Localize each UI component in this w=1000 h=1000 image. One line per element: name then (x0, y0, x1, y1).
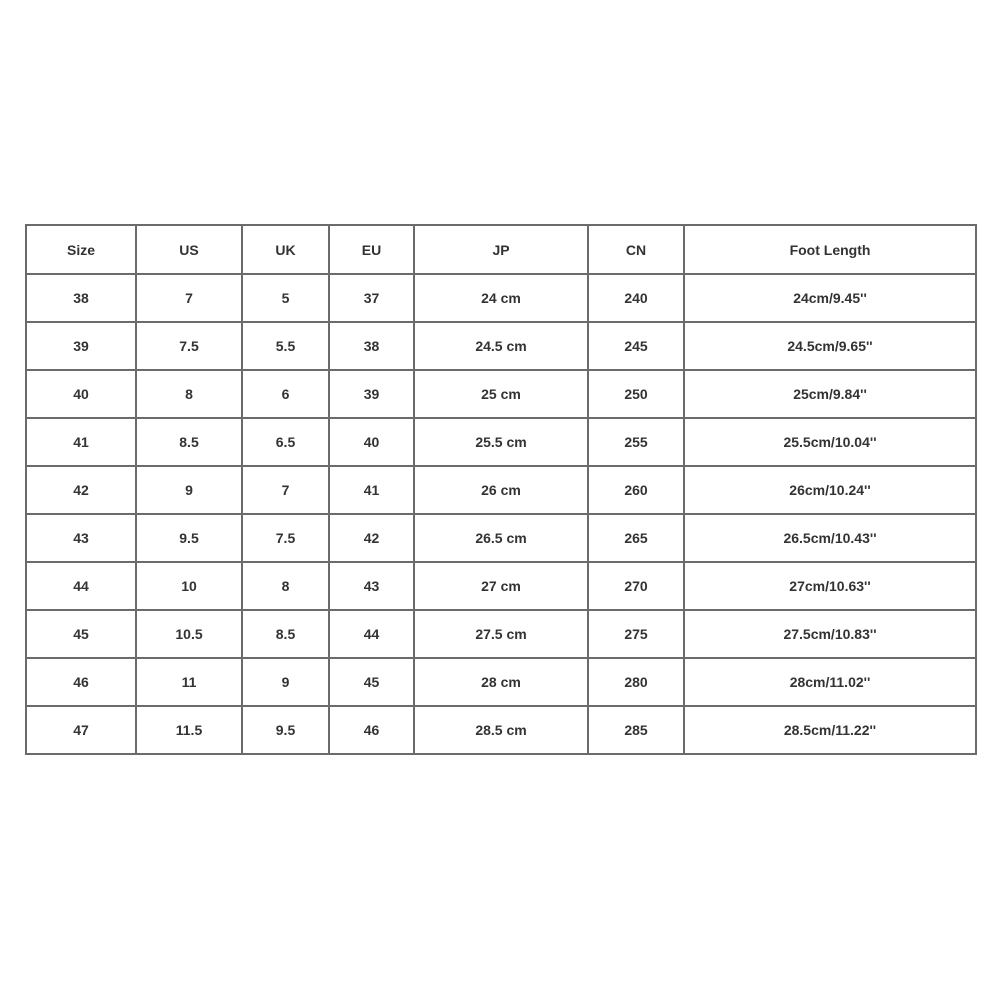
cell-size: 47 (26, 706, 136, 754)
header-foot-length: Foot Length (684, 225, 976, 274)
cell-cn: 285 (588, 706, 684, 754)
cell-cn: 270 (588, 562, 684, 610)
header-row (26, 225, 976, 274)
cell-jp: 27 cm (414, 562, 588, 610)
cell-eu: 40 (329, 418, 414, 466)
cell-foot-length: 26cm/10.24'' (684, 466, 976, 514)
cell-cn: 245 (588, 322, 684, 370)
table-row (26, 370, 976, 418)
cell-jp: 24 cm (414, 274, 588, 322)
cell-jp: 25 cm (414, 370, 588, 418)
header-jp: JP (414, 225, 588, 274)
cell-us: 7 (136, 274, 242, 322)
cell-foot-length: 26.5cm/10.43'' (684, 514, 976, 562)
size-chart (25, 224, 975, 755)
table-row (26, 322, 976, 370)
cell-us: 11 (136, 658, 242, 706)
cell-uk: 6 (242, 370, 329, 418)
table-row (26, 466, 976, 514)
cell-eu: 44 (329, 610, 414, 658)
header-uk: UK (242, 225, 329, 274)
header-cn: CN (588, 225, 684, 274)
cell-size: 45 (26, 610, 136, 658)
cell-eu: 42 (329, 514, 414, 562)
cell-uk: 8 (242, 562, 329, 610)
cell-cn: 240 (588, 274, 684, 322)
cell-eu: 45 (329, 658, 414, 706)
cell-jp: 26.5 cm (414, 514, 588, 562)
cell-us: 11.5 (136, 706, 242, 754)
cell-us: 8.5 (136, 418, 242, 466)
header-size: Size (26, 225, 136, 274)
cell-foot-length: 27.5cm/10.83'' (684, 610, 976, 658)
table-row (26, 610, 976, 658)
cell-jp: 24.5 cm (414, 322, 588, 370)
cell-cn: 275 (588, 610, 684, 658)
cell-uk: 6.5 (242, 418, 329, 466)
cell-size: 38 (26, 274, 136, 322)
cell-size: 39 (26, 322, 136, 370)
cell-uk: 7 (242, 466, 329, 514)
cell-us: 10.5 (136, 610, 242, 658)
cell-us: 8 (136, 370, 242, 418)
cell-uk: 5 (242, 274, 329, 322)
cell-uk: 8.5 (242, 610, 329, 658)
cell-jp: 25.5 cm (414, 418, 588, 466)
cell-uk: 9.5 (242, 706, 329, 754)
cell-uk: 9 (242, 658, 329, 706)
cell-foot-length: 24.5cm/9.65'' (684, 322, 976, 370)
cell-uk: 7.5 (242, 514, 329, 562)
cell-eu: 38 (329, 322, 414, 370)
cell-jp: 26 cm (414, 466, 588, 514)
cell-foot-length: 25.5cm/10.04'' (684, 418, 976, 466)
cell-size: 41 (26, 418, 136, 466)
cell-eu: 41 (329, 466, 414, 514)
cell-jp: 28.5 cm (414, 706, 588, 754)
cell-cn: 280 (588, 658, 684, 706)
cell-eu: 39 (329, 370, 414, 418)
cell-cn: 265 (588, 514, 684, 562)
header-eu: EU (329, 225, 414, 274)
cell-foot-length: 28.5cm/11.22'' (684, 706, 976, 754)
cell-eu: 46 (329, 706, 414, 754)
cell-us: 9.5 (136, 514, 242, 562)
cell-size: 43 (26, 514, 136, 562)
cell-foot-length: 24cm/9.45'' (684, 274, 976, 322)
cell-foot-length: 25cm/9.84'' (684, 370, 976, 418)
cell-cn: 250 (588, 370, 684, 418)
cell-eu: 43 (329, 562, 414, 610)
table-row (26, 658, 976, 706)
cell-size: 42 (26, 466, 136, 514)
cell-size: 40 (26, 370, 136, 418)
cell-foot-length: 27cm/10.63'' (684, 562, 976, 610)
header-us: US (136, 225, 242, 274)
table-row (26, 418, 976, 466)
cell-foot-length: 28cm/11.02'' (684, 658, 976, 706)
cell-size: 46 (26, 658, 136, 706)
cell-jp: 28 cm (414, 658, 588, 706)
table-row (26, 514, 976, 562)
cell-us: 7.5 (136, 322, 242, 370)
table-row (26, 562, 976, 610)
cell-size: 44 (26, 562, 136, 610)
cell-us: 10 (136, 562, 242, 610)
cell-uk: 5.5 (242, 322, 329, 370)
table-row (26, 706, 976, 754)
table-row (26, 274, 976, 322)
size-table (25, 224, 977, 755)
cell-us: 9 (136, 466, 242, 514)
cell-cn: 255 (588, 418, 684, 466)
cell-cn: 260 (588, 466, 684, 514)
cell-eu: 37 (329, 274, 414, 322)
cell-jp: 27.5 cm (414, 610, 588, 658)
